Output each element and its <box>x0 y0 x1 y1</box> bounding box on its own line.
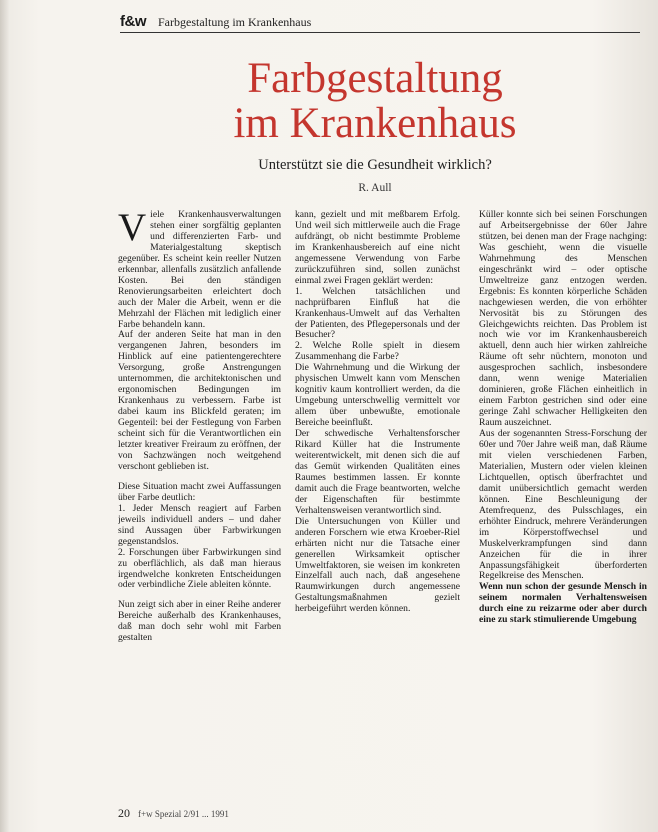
article-title-line-2: im Krankenhaus <box>233 100 517 147</box>
paragraph: 2. Forschungen über Farbwirkungen sind zu oberflächlich, als daß man hieraus irgendwelche konkreten Entscheidungen oder verbindliche Ziele ableiten könnte. <box>118 546 281 591</box>
paragraph: Küller konnte sich bei seinen Forschungen auf Arbeitsergebnisse der 60er Jahre stützen, bei denen man der Frage nachging: Was geschieht, wenn die visuelle Wahrnehmung des Menschen eingeschränkt wird – oder optische Umweltreize ganz entzogen werden. Ergebnis: Es konnten körperliche Schäden nachgewiesen werden, die von erhöhter Nervosität bis zu Störungen des Gleichgewichts reichten. Das Problem ist noch wie vor im Krankenhausbereich aktuell, denn auch hier wirken zahlreiche Räume oft sehr nüchtern, monoton und ausgesprochen sachlich, insbesondere dann, wenn wenige Materialien dominieren, große Flächen einheitlich in einem Farbton gestrichen sind oder eine geringe Zahl schwacher Helligkeiten den Raum auszeichnet. <box>479 210 647 429</box>
article-body <box>118 210 648 810</box>
paragraph: Aus der sogenannten Stress-Forschung der 60er und 70er Jahre weiß man, daß Räume mit vielen verschiedenen Farben, Materialien, Mustern oder vielen kleinen Lichtquellen, optisch überfrachtet und damit unübersichtlich gemacht werden können. Eine Beschleunigung der Atemfrequenz, des Pulsschlages, ein erhöhter Eindruck, mehrere Veränderungen im Körperstoffwechsel und Muskelverkrampfungen sind dann Anzeichen für die in ihrer Anpassungsfähigkeit überforderten Regelkreise des Menschen. <box>479 428 647 582</box>
paragraph: Nun zeigt sich aber in einer Reihe anderer Bereiche außerhalb des Krankenhauses, daß man doch sehr wohl mit Farben gestalten <box>118 599 281 644</box>
paragraph: Auf der anderen Seite hat man in den vergangenen Jahren, besonders im Hinblick auf eine patientengerechtere Versorgung, große Anstrengungen unternommen, die architektonischen und ergonomischen Bedingungen im Krankenhaus zu verbessern. Farbe ist dabei kaum ins Blickfeld geraten; im Gegenteil: bei der Festlegung von Farben scheint sich für die Verantwortlichen ein letzter kreativer Freiraum zu eröffnen, der von Sachzwängen noch weitgehend verschont geblieben ist. <box>118 329 281 472</box>
text-column-3 <box>479 210 647 812</box>
article-title <box>120 56 630 146</box>
paragraph: Die Wahrnehmung und die Wirkung der physischen Umwelt kann vom Menschen kognitiv kaum kontrolliert werden, da die Umgebung unterschwellig vermittelt vor allem über unbewußte, emotionale Bereiche beeinflußt. <box>295 362 460 429</box>
text-column-1 <box>118 210 281 812</box>
paragraph: 1. Jeder Mensch reagiert auf Farben jeweils individuell anders – und daher sind Aussagen über Farbwirkungen gegenstandslos. <box>118 502 281 547</box>
paragraph: 2. Welche Rolle spielt in diesem Zusammenhang die Farbe? <box>295 340 460 363</box>
article-title-line-1: Farbgestaltung <box>247 55 503 102</box>
page-footer <box>118 806 518 821</box>
footer-source: f+w Spezial 2/91 ... 1991 <box>138 809 229 819</box>
paragraph: Viele Krankenhausverwaltungen stehen einer sorgfältig geplanten und differenzierten Farb- und Materialgestaltung skeptisch gegenüber. Es scheint kein reeller Nutzen erkennbar, allenfalls zusätzlich anfallende Kosten. Bei den ständigen Renovierungsarbeiten erleichtert doch auch der Maler die Arbeit, wenn er die Mehrzahl der Flächen mit lediglich einer Farbe behandeln kann. <box>118 210 281 330</box>
paragraph: kann, gezielt und mit meßbarem Erfolg. Und weil sich mittlerweile auch die Frage aufdrängt, ob nicht bestimmte Probleme im Krankenhausbereich auf eine nicht angemessene Verwendung von Farbe zurückzuführen sind, sollen zunächst einmal zwei Fragen geklärt werden: <box>295 210 460 286</box>
article-subtitle: Unterstützt sie die Gesundheit wirklich? <box>258 157 492 173</box>
paragraph: 1. Welchen tatsächlichen und nachprüfbaren Einfluß hat die Krankenhaus-Umwelt auf das Verhalten der Patienten, des Pflegepersonals und der Besucher? <box>295 285 460 341</box>
paragraph: Diese Situation macht zwei Auffassungen über Farbe deutlich: <box>118 480 281 503</box>
page-spine-shadow <box>0 0 10 832</box>
text-column-2 <box>295 210 460 812</box>
paragraph: Wenn nun schon der gesunde Mensch in seinem normalen Verhaltensweisen durch eine zu reizarme oder aber durch eine zu stark stimulierende Umgebung <box>479 581 647 626</box>
drop-cap: V <box>118 210 147 249</box>
running-header-text: Farbgestaltung im Krankenhaus <box>158 15 312 29</box>
paragraph: Die Untersuchungen von Küller und anderen Forschern wie etwa Kroeber-Riel erhärten nicht nur die Tatsache einer generellen Wirksamkeit optischer Umweltfaktoren, sie weisen im konkreten Einzelfall auch nach, daß angesehene Raumwirkungen durch angemessene Gestaltungsmaßnahmen gezielt herbeigeführt werden können. <box>295 515 460 615</box>
page-number: 20 <box>118 806 130 820</box>
running-header <box>120 10 640 33</box>
magazine-logo: f&w <box>120 13 146 30</box>
article-author: R. Aull <box>358 182 392 194</box>
paragraph: Der schwedische Verhaltensforscher Rikard Küller hat die Instrumente weiterentwickelt, mit denen sich die auf das Gemüt wirkenden Qualitäten eines Raumes bestimmen lassen. Er konnte damit auch die Frage beantworten, welche der Eigenschaften für bestimmte Verhaltensweisen verantwortlich sind. <box>295 428 460 516</box>
